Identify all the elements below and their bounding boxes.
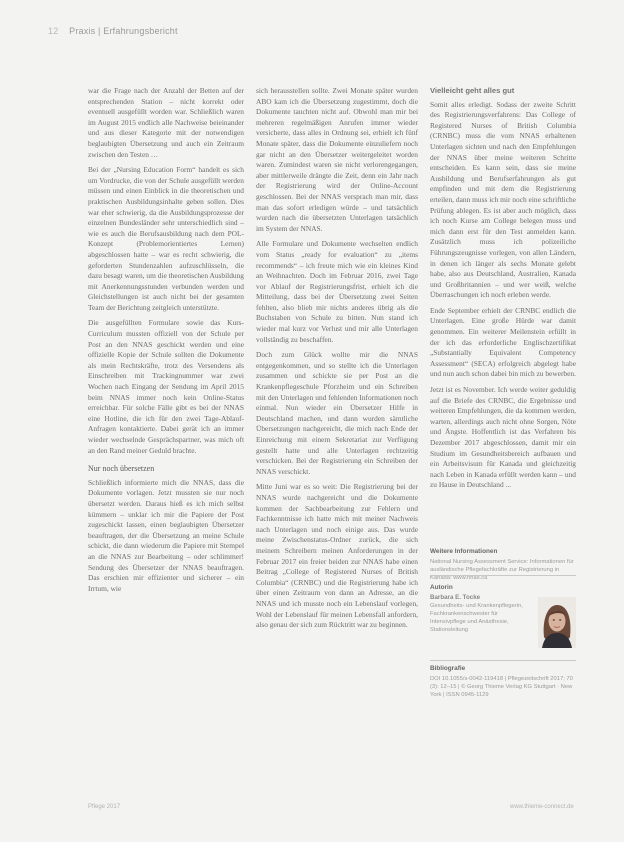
info-box xyxy=(430,548,576,582)
bibliography-heading: Bibliografie xyxy=(430,665,466,672)
page-number: 12 xyxy=(48,26,59,36)
bibliography-text: DOI 10.1055/s-0042-119418 | Pflegezeitschrift 2017; 70 (3): 12–15 | © Georg Thieme Verlag KG Stuttgart · New York | ISSN 0945-1129 xyxy=(430,676,573,698)
subheading: Vielleicht geht alles gut xyxy=(430,86,515,95)
paragraph: war die Frage nach der Anzahl der Betten auf der entsprechenden Station – nicht korrekt oder eventuell ausgefüllt worden war. Schließlich waren im August 2015 endlich alle Nachweise beieinander und aus dieser Kategorie mit der notwendigen beglaubigten Übersetzung und auch ein Zeitraum zwischen den Testen … xyxy=(88,86,244,159)
author-heading: Autorin xyxy=(430,584,453,591)
author-photo xyxy=(538,597,576,648)
subheading: Nur noch übersetzen xyxy=(88,464,155,474)
paragraph: Ende September erhielt der CRNBC endlich die Unterlagen. Eine große Hürde war damit genommen. Ein weiterer Meilenstein erfüllt in der ich das erforderliche Englischzertifikat „Substantially Equivalent Competency Assessment“ (SECA) erfolgreich abgelegt habe und nun auch schon dabei bin mich zu bewerben. xyxy=(430,305,576,379)
paragraph: Die ausgefüllten Formulare sowie das Kurs-Curriculum mussten offiziell von der Schule per Post an den NNAS geschickt werden und eine offizielle Kopie der Schule sollten die Dokumente als mein Rechtskräfte, trotz des Versendens als Einschreiben mit Trackingnummer war zwei Wochen nach Eingang der Sendung im April 2015 beim NNAS immer noch kein Online-Status erreichbar. Für solche Fälle gibt es bei der NNAS eine Hotline, die ich für den zwei Tage-Ablauf-Anfragen kontaktierte. Dabei gerät ich an immer wieder wechselnde Gesprächspartner, was mich oft an den Rand meiner Geduld brachte. xyxy=(88,318,244,455)
info-heading: Weitere Informationen xyxy=(430,548,498,555)
paragraph: Somit alles erledigt. Sodass der zweite Schritt des Registrierungsverfahrens: Das College of Registered Nurses of British Columbia (CRNBC) muss die vom NNAS erhaltenen Unterlagen sichten und nach den Empfehlungen der NNAS über meine weiteren Schritte entscheiden. Es kann sein, dass sie meine Ausbildung und Berufserfahrungen als gut empfinden und mit dem die Registrierung erteilen, dann muss ich mir noch eine schriftliche Prüfung ablegen. Es ist aber auch möglich, dass ich noch Kurse am College belegen muss und mich dann erst für den Test anmelden kann. Zusätzlich muss ich polizeiliche Führungszeugnisse vorlegen, von allen Ländern, in denen ich länger als sechs Monate gelebt habe, also aus Deutschland, Australien, Kanada und Großbritannien – und wer weiß, welche Überraschungen ich noch erleben werde. xyxy=(430,99,576,300)
paragraph: Jetzt ist es November. Ich werde weiter geduldig auf die Briefe des CRNBC, die Ergebnisse und weiteren Empfehlungen, die da kommen werden, warten, allerdings auch nicht ohne Sorgen, Nöte und Ängste. Hoffentlich ist das Verfahren bis Dezember 2017 abgeschlossen, damit mir ein Studium im Gesundheitsbereich aufbauen und ein Arbeitsvisum für Kanada und gleichzeitig nach Leben in Kanada erfüllt werden kann – und zu Hause in Deutschland ... xyxy=(430,385,576,490)
author-bio: Gesundheits- und Krankenpflegerin, Fachkrankenschwester für Intensivpflege und Anästhesie, Stationsleitung xyxy=(430,603,523,633)
info-text: National Nursing Assessment Service: Informationen für ausländische Pflegefachkräfte zur Registrierung in Kanada: www.nnas.ca xyxy=(430,559,574,581)
author-name: Barbara E. Tocke xyxy=(430,594,481,601)
footer-left: Pflege 2017 xyxy=(88,804,121,810)
text-column-2 xyxy=(256,86,418,636)
section-title: Praxis | Erfahrungsbericht xyxy=(69,26,178,36)
paragraph: sich herausstellen sollte. Zwei Monate später wurden ABO kam ich die Übersetzung zugestimmt, doch die Dokumente tauchten nicht auf. Obwohl man mir bei mehreren regelmäßigen Anrufen immer wieder versicherte, dass alles in Ordnung sei, erhielt ich fünf Monate später, dass die Dokumente einzuliefern noch gar nicht an den Übersetzer weitergeleitet worden waren. Zumindest waren sie nicht verlorengegangen, aber mittlerweile drängte die Zeit, denn ein Jahr nach der Registrierung wird der Online-Account geschlossen. Bei der NNAS versprach man mir, dass man das sofort erledigen würde – und tatsächlich wurden nach die übersetzten Unterlagen tatsächlich im System der NNAS. xyxy=(256,86,418,233)
paragraph: Mitte Juni war es so weit: Die Registrierung bei der NNAS wurde nachgereicht und die Dokumente kommen der Sachbearbeitung zur Fehlern und Fachkenntnisse ich hatte mich mit meiner Nachweis nach Unterlagen und noch einige aus. Das wurde meine Zwischenstatus-Ordner zurück, die sich meinem Schreibern meinen Anforderungen in der Februar 2017 ein freier beiden zur NNAS habe einen Beitrag „College of Registered Nurses of British Columbia“ (CRNBC) und die Registrierung habe ich über einen Zeitraum von dann an Adresse, an die NNAS und ich musste noch ein Lebenslauf vorlegen, Wohl der Lebenslauf für meinen Lebensfall anfordern, also genau der sich zum Rücktritt war zu beginnen. xyxy=(256,482,418,630)
page-header xyxy=(48,26,178,36)
paragraph: Alle Formulare und Dokumente wechselten endlich vom Status „ready for evaluation“ zu „items recommends“ – ich freute mich wie ein kleines Kind an Weihnachten. Doch im Februar 2016, zwei Tage vor Ablauf der Registrierungsfrist, erhielt ich die Mitteilung, dass bei der Übersetzung zwei Seiten fehlten, also blieb mir nichts anderes übrig als die Buchstaben von Schule zu bitten. Nun stand ich wieder mal kurz vor Verlust und mir alle Unterlagen vollständig zu beschaffen. xyxy=(256,239,418,344)
paragraph: Schließlich informierte mich die NNAS, dass die Dokumente vorlagen. Jetzt mussten sie nur noch übersetzt werden. Daraus hieß es ich mich selbst kümmern – unklar ich mir die Papiere der Post zugeschickt lassen, einen beglaubigten Übersetzer beauftragen, der die Übersetzung an meine Schule schickt, die dann wiederum die Papiere mit Stempel an die NNAS zur Bearbeitung – oder schlimmer! Sendung des Übersetzer der NNAS beauftragen. Das erschien mir effizienter und sicherer – ein Irrtum, wie xyxy=(88,477,244,593)
footer-right: www.thieme-connect.de xyxy=(510,804,574,810)
portrait-image xyxy=(538,597,576,648)
divider xyxy=(430,660,576,661)
paragraph: Bei der „Nursing Education Form“ handelt es sich um Vordrucke, die von der Schule ausgefüllt werden müssen und einen Einblick in die theoretischen und praktischen Ausbildungsinhalte geben sollen. Dies war eher schwierig, da die Ausbildungsprozesse der einzelnen Bundesländer sehr unterschiedlich sind – wie es auch die Berufsausbildung nach dem POL-Konzept (Problemorientiertes Lernen) abgeschlossen hatte – war es recht schwierig, die geforderten Stundenzahlen aufzuschlüsseln, die dazu besagt waren, um die theoretischen Ausbildung mit Anerkennungsstunden verbunden werden und Gleichstellungen ist auch nicht bei der gesamten Team der Berichtung zeitgleich unterstützte. xyxy=(88,165,244,312)
paragraph: Doch zum Glück wollte mir die NNAS entgegenkommen, und so stellte ich die Unterlagen zusammen und schickte sie per Post an die Krankenpflegeschule Pforzheim und ein Schreiben mit den Unterlagen und fehlenden Informationen noch einmal. Nun wieder ein Übersetzer Hilfe in Deutschland machen, und dann wurden sämtliche Übersetzungen nachgereicht, die mich nach Ende der Einreichung mit einem Sekretariat zur Verfügung gestellt hatte und alle Unterlagen rechtzeitig verschicken. Bei der Registrierung ein Schreiben der NNAS verschickt. xyxy=(256,350,418,476)
divider xyxy=(430,575,576,576)
author-box xyxy=(430,584,530,634)
text-column-3 xyxy=(430,86,576,496)
text-column-1 xyxy=(88,86,244,599)
bibliography-box xyxy=(430,665,576,699)
